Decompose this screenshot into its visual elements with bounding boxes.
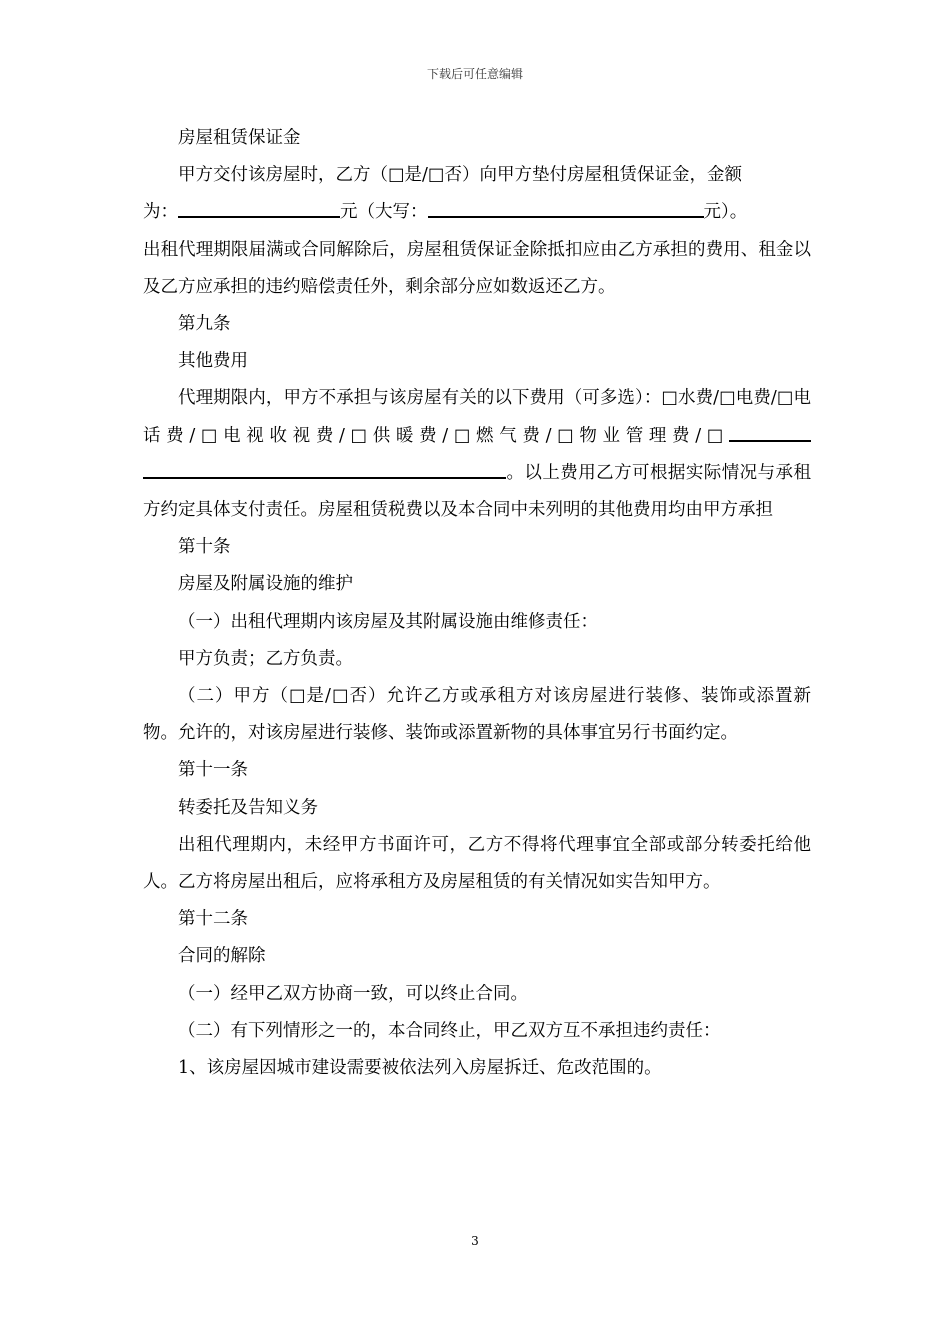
- deposit-amount-words-label: 元（大写：: [340, 202, 428, 223]
- article-10-item-1-detail: 甲方负责；乙方负责。: [178, 648, 353, 669]
- article-10-item-2: （二）甲方（□是/□否）允许乙方或承租方对该房屋进行装修、装饰或添置新物。允许的，对该房屋进行装修、装饰或添置新物的具体事宜另行书面约定。: [143, 686, 811, 744]
- deposit-title: 房屋租赁保证金: [178, 128, 301, 148]
- article-12-subtitle: 合同的解除: [178, 946, 266, 967]
- deposit-text-line1: 甲方交付该房屋时，乙方（□是/□否）向甲方垫付房屋租赁保证金，金额: [178, 165, 742, 186]
- article-9-fee-note: 。以上费用乙方可根据实际情况与承租方约定具体支付责任。房屋租赁税费以及本合同中未列明的其他费用均由甲方承担: [143, 462, 811, 521]
- deposit-amount-blank: [178, 199, 340, 219]
- page-header: 下载后可任意编辑: [426, 67, 523, 81]
- article-9-text: [143, 380, 811, 529]
- deposit-return-text: 出租代理期限届满或合同解除后，房屋租赁保证金除抵扣应由乙方承担的费用、租金以及乙方应承担的违约赔偿责任外，剩余部分应如数返还乙方。: [143, 239, 811, 297]
- article-9-fee-list: 代理期限内，甲方不承担与该房屋有关的以下费用（可多选）：□水费/□电费/□电话费/□电视收视费/□供暖费/□燃气费/□物业管理费/□: [143, 388, 811, 446]
- article-12-item-2: （二）有下列情形之一的，本合同终止，甲乙双方互不承担违约责任：: [178, 1020, 721, 1041]
- article-9-title: 第九条: [178, 314, 231, 335]
- article-10-title: 第十条: [178, 537, 231, 558]
- deposit-amount-label: 为：: [143, 202, 178, 223]
- article-9-subtitle: 其他费用: [178, 351, 248, 372]
- article-12-title: 第十二条: [178, 909, 248, 930]
- deposit-amount-words-blank: [428, 199, 704, 219]
- document-body: [143, 120, 811, 1087]
- page-number: 3: [471, 1234, 479, 1248]
- article-12-item-1: （一）经甲乙双方协商一致，可以终止合同。: [178, 983, 528, 1004]
- deposit-amount-end: 元）。: [703, 202, 748, 223]
- article-9-other-fee-blank-2: [143, 459, 506, 479]
- article-10-subtitle: 房屋及附属设施的维护: [178, 574, 353, 595]
- article-11-text: 出租代理期内，未经甲方书面许可，乙方不得将代理事宜全部或部分转委托给他人。乙方将房屋出租后，应将承租方及房屋租赁的有关情况如实告知甲方。: [143, 834, 811, 893]
- deposit-amount-line: [143, 194, 811, 231]
- article-9-other-fee-blank-1: [729, 422, 811, 442]
- article-11-title: 第十一条: [178, 760, 248, 781]
- article-11-subtitle: 转委托及告知义务: [178, 797, 318, 818]
- article-12-item-2-1: 1、该房屋因城市建设需要被依法列入房屋拆迁、危改范围的。: [178, 1058, 662, 1079]
- article-10-item-1: （一）出租代理期内该房屋及其附属设施由维修责任：: [178, 611, 598, 632]
